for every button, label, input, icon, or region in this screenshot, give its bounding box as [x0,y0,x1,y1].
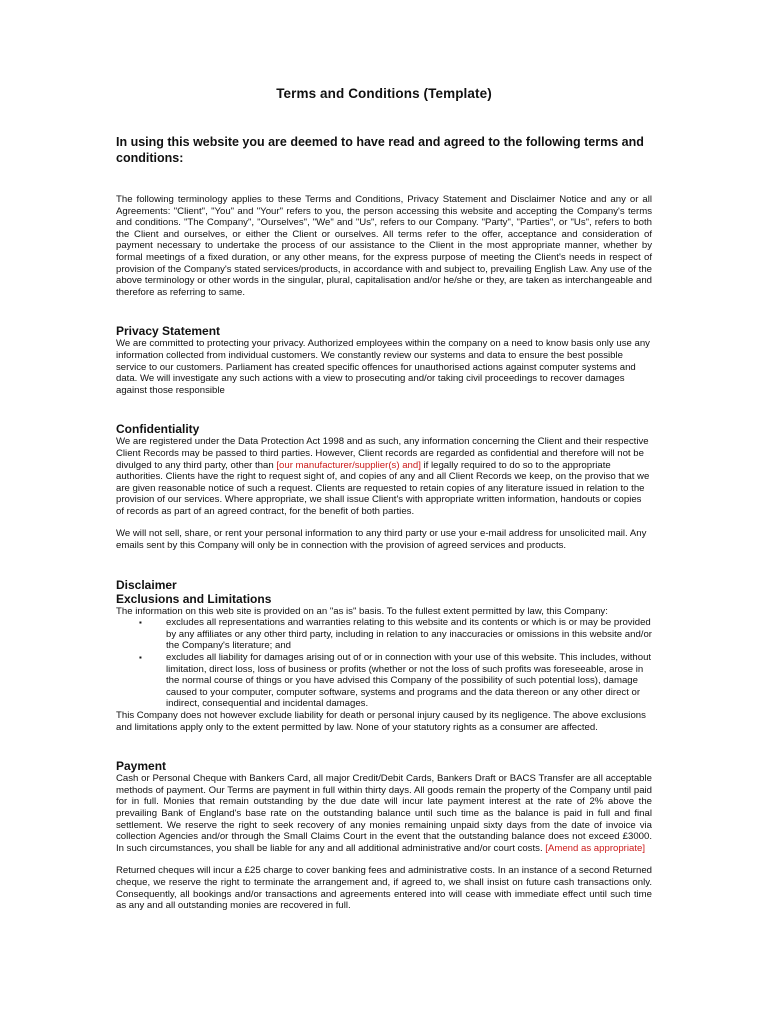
disclaimer-heading: Disclaimer [116,577,177,592]
list-item [116,617,652,652]
privacy-section [116,324,652,396]
confidentiality-section [116,422,652,551]
payment-body [116,773,652,854]
exclusions-list [116,617,652,710]
confidentiality-email-paragraph: We will not sell, share, or rent your personal information to any third party or use your e-mail address for unsolicited mail. Any emails sent by this Company will only be in connection with the provision of agreed services and products. [116,528,647,552]
document-page [116,86,652,912]
list-item-text: excludes all representations and warranties relating to this website and its contents or which is or may be provided by any affiliates or any other third party, including in relation to any inaccuracies or omissions in this website and/or the Company's literature; and [166,617,652,652]
intro-statement: In using this website you are deemed to have read and agreed to the following terms and conditions: [116,135,644,165]
confidentiality-body-end: if legally required to do so to the appropriate authorities. Clients have the right to request sight of, and copies of any and all Client Records we keep, on the proviso that we are given reasonable notice of such a request. Clients are requested to retain copies of any literature issued in relation to the provision of our services. Where appropriate, we shall issue Client's with appropriate written information, handouts or copies of records as part of an agreed contract, for the benefit of both parties. [116,459,650,517]
privacy-body: We are committed to protecting your privacy. Authorized employees within the company on a need to know basis only use any information collected from individual customers. We constantly review our systems and data to ensure the best possible service to our customers. Parliament has created specific offences for unauthorised actions against computer systems and data. We will investigate any such actions with a view to prosecuting and/or taking civil proceedings to recover damages against those responsible [116,338,650,396]
disclaimer-lead: The information on this web site is provided on an "as is" basis. To the fullest extent permitted by law, this Company: [116,605,608,617]
returned-cheques-paragraph: Returned cheques will incur a £25 charge to cover banking fees and administrative costs. In an instance of a second Returned cheque, we reserve the right to terminate the arrangement and, if agreed to, we shall insist on future cash transactions only. Consequently, all bookings and/or transactions and agreements entered into will cease with immediate effect until such time as any and all outstanding monies are recovered in full. [116,865,652,912]
privacy-heading: Privacy Statement [116,324,221,339]
disclaimer-section [116,578,652,734]
amend-placeholder: [Amend as appropriate] [545,842,646,854]
confidentiality-body [116,436,652,517]
payment-body-text: Cash or Personal Cheque with Bankers Card, all major Credit/Debit Cards, Bankers Draft or BACS Transfer are all acceptable methods of payment. Our Terms are payment in full within thirty days. All goods remain the property of the Company until paid for in full. Monies that remain outstanding by the due date will incur late payment interest at the rate of 2% above the prevailing Bank of England's base rate on the outstanding balance until such time as the balance is paid in full and final settlement. We reserve the right to seek recovery of any monies remaining unpaid sixty days from the date of invoice via collection Agencies and/or through the Small Claims Court in the event that the outstanding balance does not exceed £3000. In such circumstances, you shall be liable for any and all additional administrative and/or court costs. [116,773,652,854]
bullet-icon: ▪ [139,653,142,663]
confidentiality-heading: Confidentiality [116,422,200,437]
terminology-paragraph: The following terminology applies to these Terms and Conditions, Privacy Statement and Disclaimer Notice and any or all Agreements: "Client", "You" and "Your" refers to you, the person accessing this website and accepting the Company's terms and conditions. "The Company", "Ourselves", "We" and "Us", refers to our Company. "Party", "Parties", or "Us", refers to both the Client and ourselves, or either the Client or ourselves. All terms refer to the offer, acceptance and consideration of payment necessary to undertake the process of our assistance to the Client in the most appropriate manner, whether by formal meetings of a fixed duration, or any other means, for the express purpose of meeting the Client's needs in respect of provision of the Company's stated services/products, in accordance with and subject to, prevailing English Law. Any use of the above terminology or other words in the singular, plural, capitalisation and/or he/she or they, are taken as interchangeable and therefore as referring to same. [116,194,652,298]
document-title: Terms and Conditions (Template) [276,86,492,101]
disclaimer-closing: This Company does not however exclude liability for death or personal injury caused by its negligence. The above exclusions and limitations apply only to the extent permitted by law. None of your statutory rights as a consumer are affected. [116,710,646,733]
list-item [116,652,652,710]
payment-heading: Payment [116,759,167,774]
bullet-icon: ▪ [139,618,142,628]
payment-section [116,759,652,912]
exclusions-subheading: Exclusions and Limitations [116,591,272,606]
supplier-placeholder: [our manufacturer/supplier(s) and] [276,459,421,471]
list-item-text: excludes all liability for damages arising out of or in connection with your use of this website. This includes, without limitation, direct loss, loss of business or profits (whether or not the loss of such profits was foreseeable, arose in the normal course of things or you have advised this Company of the possibility of such potential loss), damage caused to your computer, computer software, systems and programs and the data thereon or any other direct or indirect, consequential and incidental damages. [166,652,652,710]
confidentiality-body-start: We are registered under the Data Protection Act 1998 and as such, any information concerning the Client and their respective Client Records may be passed to third parties. However, Client records are regarded as confidential and therefore will not be divulged to any third party, other than [116,436,649,471]
